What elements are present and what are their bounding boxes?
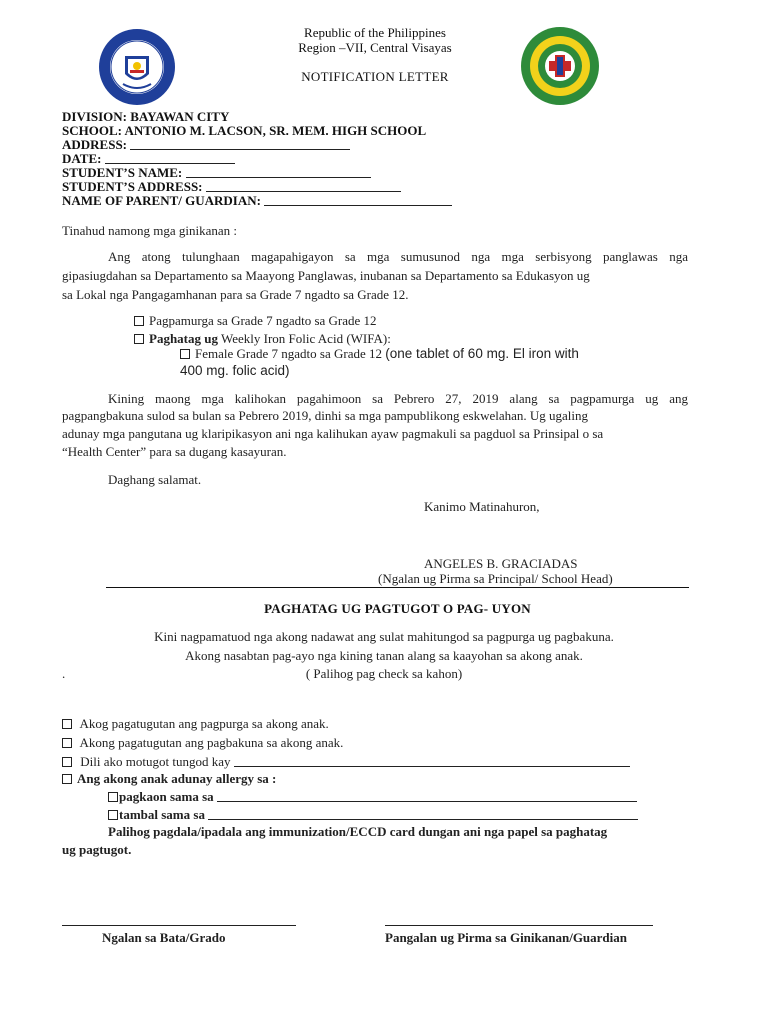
parent-line: [62, 194, 452, 208]
allergy-medicine-field[interactable]: [208, 808, 638, 820]
para2-line4: “Health Center” para sa dugang kasayuran.: [62, 444, 287, 459]
parent-field[interactable]: [264, 194, 452, 206]
para1-line3: sa Lokal nga Pangagamhanan para sa Grade 7 ngadto sa Grade 12.: [62, 287, 409, 302]
consent-dot: .: [62, 666, 66, 681]
wifa-label-bold: Paghatag ug: [149, 331, 218, 346]
decline-reason-field[interactable]: [234, 755, 630, 767]
card-note-line2: ug pagtugot.: [62, 842, 132, 857]
deped-seal: [98, 28, 176, 106]
option-allergy-label: Ang akong anak adunay allergy sa :: [77, 771, 277, 786]
para2-line3: adunay mga pangutana ug klaripikasyon ani nga kalihukan ayaw pagmakuli sa pagduol sa Prinsipal o sa: [62, 426, 604, 441]
consent-line1: Kini nagpamatuod nga akong nadawat ang sulat mahitungod sa pagpurga ug pagbakuna.: [154, 629, 614, 644]
para1-line1: Ang atong tulunghaan magapahigayon sa mga sumusunod nga mga serbisyong panglawas nga: [108, 249, 688, 264]
deworming-label: Pagpamurga sa Grade 7 ngadto sa Grade 12: [149, 313, 377, 328]
option-decline-checkbox[interactable]: [62, 757, 72, 767]
student-address-line: [62, 180, 401, 194]
option-allergy-checkbox[interactable]: [62, 774, 72, 784]
principal-name: ANGELES B. GRACIADAS: [424, 556, 578, 571]
address-label: ADDRESS:: [62, 137, 131, 152]
address-field[interactable]: [130, 138, 350, 150]
wifa-checkbox[interactable]: [134, 334, 144, 344]
card-note-line1: Palihog pagdala/ipadala ang immunization/ECCD card dungan ani nga papel sa paghatag: [108, 824, 608, 839]
para2-line2: pagpangbakuna sulod sa bulan sa Pebrero 2019, dinhi sa mga pampublikong eskwelahan. Ug ugaling: [62, 408, 589, 423]
option-allergy: [62, 769, 276, 788]
student-address-field[interactable]: [206, 180, 401, 192]
consent-title: PAGHATAG UG PAGTUGOT O PAG- UYON: [264, 601, 531, 616]
option-decline-label: Dili ako motugot tungod kay: [77, 754, 234, 769]
division-line: DIVISION: BAYAWAN CITY: [62, 109, 230, 124]
closing: Kanimo Matinahuron,: [424, 499, 540, 514]
allergy-food-field[interactable]: [217, 790, 637, 802]
page-title: NOTIFICATION LETTER: [301, 69, 449, 84]
allergy-medicine-checkbox[interactable]: [108, 810, 118, 820]
female-dose-cont: 400 mg. folic acid): [180, 363, 290, 378]
option-deworm-label: Akog pagatugutan ang pagpurga sa akong anak.: [77, 716, 329, 731]
principal-caption: (Ngalan ug Pirma sa Principal/ School Head): [378, 571, 613, 586]
section-divider: [106, 587, 689, 588]
option-deworm-checkbox[interactable]: [62, 719, 72, 729]
deworming-checkbox[interactable]: [134, 316, 144, 326]
parent-label: NAME OF PARENT/ GUARDIAN:: [62, 193, 265, 208]
allergy-food-checkbox[interactable]: [108, 792, 118, 802]
female-dose: (one tablet of 60 mg. El iron with: [385, 346, 579, 361]
allergy-food-label: pagkaon sama sa: [119, 789, 217, 804]
date-label: DATE:: [62, 151, 105, 166]
doh-seal: [520, 26, 600, 106]
para2-line1: Kining maong mga kalihokan pagahimoon sa Pebrero 27, 2019 alang sa pagpamurga ug ang: [108, 391, 688, 406]
option-vaccine: [62, 733, 343, 752]
option-vaccine-checkbox[interactable]: [62, 738, 72, 748]
parent-signature-caption: Pangalan ug Pirma sa Ginikanan/Guardian: [385, 930, 628, 945]
thanks: Daghang salamat.: [108, 472, 202, 487]
consent-line2: Akong nasabtan pag-ayo nga kining tanan alang sa kaayohan sa akong anak.: [185, 648, 583, 663]
list-item-deworming: [134, 311, 377, 330]
date-field[interactable]: [105, 152, 235, 164]
parent-signature-line[interactable]: [385, 925, 653, 926]
salutation: Tinahud namong mga ginikanan :: [62, 223, 238, 238]
para1-line2: gipasiugdahan sa Departamento sa Maayong Panglawas, inubanan sa Departamento sa Edukasyon ug: [62, 268, 590, 283]
allergy-medicine-label: tambal sama sa: [119, 807, 209, 822]
option-vaccine-label: Akong pagatugutan ang pagbakuna sa akong anak.: [77, 735, 344, 750]
female-label: Female Grade 7 ngadto sa Grade 12: [195, 346, 386, 361]
student-name-line: [62, 166, 371, 180]
option-deworm: [62, 714, 329, 733]
child-signature-line[interactable]: [62, 925, 296, 926]
wifa-label: Weekly Iron Folic Acid (WIFA):: [217, 331, 391, 346]
address-line: [62, 138, 350, 152]
consent-line3: ( Palihog pag check sa kahon): [305, 666, 463, 681]
student-name-field[interactable]: [186, 166, 371, 178]
header-republic: Republic of the Philippines: [304, 25, 446, 40]
date-line: [62, 152, 235, 166]
school-line: SCHOOL: ANTONIO M. LACSON, SR. MEM. HIGH SCHOOL: [62, 123, 427, 138]
header-region: Region –VII, Central Visayas: [298, 40, 452, 55]
allergy-food: [108, 787, 637, 806]
student-name-label: STUDENT’S NAME:: [62, 165, 186, 180]
female-checkbox[interactable]: [180, 349, 190, 359]
child-signature-caption: Ngalan sa Bata/Grado: [102, 930, 226, 945]
student-address-label: STUDENT’S ADDRESS:: [62, 179, 206, 194]
